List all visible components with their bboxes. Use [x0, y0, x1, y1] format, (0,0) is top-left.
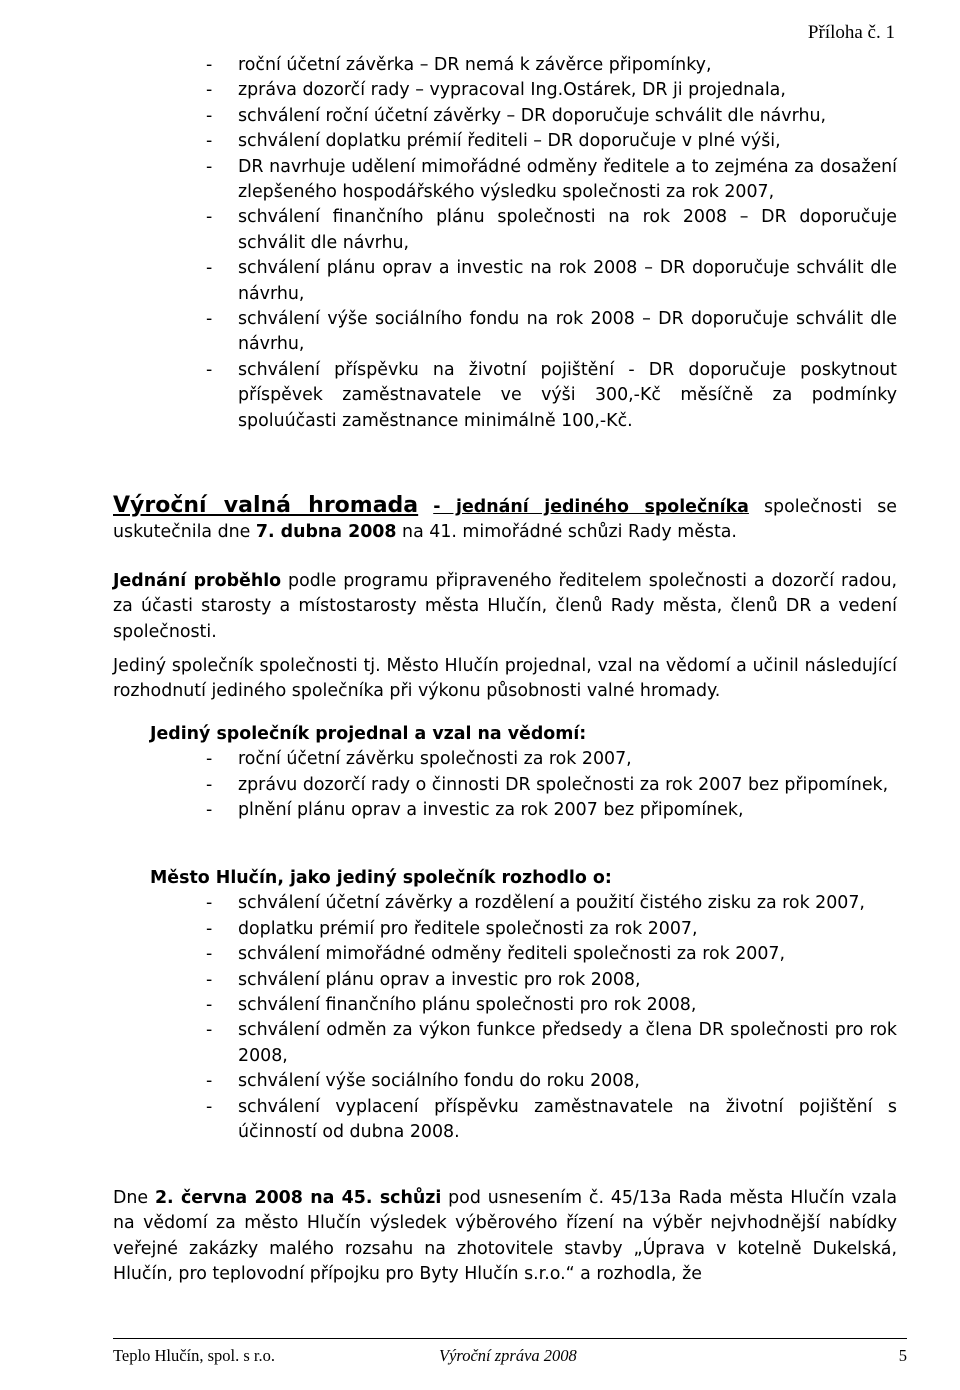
bullet-dash: - [206, 55, 213, 75]
june-paragraph: Dne 2. června 2008 na 45. schůzi pod usnesením č. 45/13a Rada města Hlučín vzala na vědomí za město Hlučín výsledek výběrového řízení na výběr nejvhodnější nabídky veřejné zakázky malého rozsahu na zhotovitele stavby „Úprava v kotelně Dukelská, Hlučín, pro teplovodní přípojku pro Byty Hlučín s.r.o.“ a rozhodla, že [113, 1188, 897, 1285]
bullet-dash: - [206, 893, 213, 914]
list-item: - schválení finančního plánu společnosti na rok 2008 – DR doporučuje schválit dle návrhu, [206, 207, 897, 253]
agm-date: 7. dubna 2008 [255, 522, 397, 543]
bullet-dash: - [206, 1020, 213, 1041]
list-item: - doplatku prémií pro ředitele společnosti za rok 2007, [113, 917, 897, 942]
list-item: - zprávu dozorčí rady o činnosti DR společnosti za rok 2007 bez připomínek, [113, 773, 897, 798]
june-date: 2. června 2008 na 45. schůzi [154, 1188, 442, 1208]
list-item: - schválení plánu oprav a investic pro rok 2008, [113, 968, 897, 993]
bullet-dash: - [206, 749, 213, 770]
bullet-dash: - [206, 1071, 213, 1092]
noted-list [113, 747, 897, 823]
bullet-dash: - [206, 969, 213, 990]
meeting-lead: Jednání proběhlo [113, 571, 282, 591]
meeting-text: podle programu připraveného ředitelem společnosti a dozorčí radou, za účasti starosty a místostarosty města Hlučín, členů Rady města, členů DR a vedení společnosti. [113, 571, 897, 642]
june-text: pod usnesením č. 45/13a Rada města Hlučín vzala na vědomí za město Hlučín výsledek výběrového řízení na výběr nejvhodnější nabídky veřejné zakázky malého rozsahu na zhotovitele stavby „Úprava v kotelně Dukelská, Hlučín, pro teplovodní přípojku pro Byty Hlučín s.r.o.“ a rozhodla, že [113, 1188, 897, 1285]
list-item: - schválení doplatku prémií řediteli – DR doporučuje v plné výši, [113, 129, 897, 154]
list-item: - plnění plánu oprav a investic za rok 2007 bez připomínek, [113, 798, 897, 823]
bullet-dash: - [206, 156, 213, 177]
appendix-label: Příloha č. 1 [807, 22, 895, 43]
bullet-dash: - [206, 918, 213, 939]
agm-subtitle: - jednání jediného společníka [433, 497, 749, 517]
bullet-dash: - [206, 774, 213, 795]
list-item: - schválení účetní závěrky a rozdělení a použití čistého zisku za rok 2007, [113, 891, 897, 916]
list-item: - schválení mimořádné odměny řediteli společnosti za rok 2007, [113, 942, 897, 967]
list-item: - zpráva dozorčí rady – vypracoval Ing.Ostárek, DR ji projednala, [113, 78, 897, 103]
list-item: - schválení odměn za výkon funkce předsedy a člena DR společnosti pro rok 2008, [206, 1020, 897, 1066]
agm-paragraph [113, 493, 897, 546]
bullet-dash: - [206, 258, 213, 279]
decided-section [113, 866, 897, 1145]
agm-title: Výroční valná hromada [113, 493, 419, 518]
list-item: - schválení finančního plánu společnosti pro rok 2008, [113, 993, 897, 1018]
bullet-dash: - [206, 800, 213, 821]
footer-company: Teplo Hlučín, spol. s r.o. [113, 1346, 276, 1365]
bullet-dash: - [206, 105, 213, 126]
bullet-dash: - [206, 995, 213, 1016]
agm-text-end: na 41. mimořádné schůzi Rady města. [396, 522, 737, 543]
list-item: - schválení roční účetní závěrky – DR doporučuje schválit dle návrhu, [113, 104, 897, 129]
list-item: - roční účetní závěrku společnosti za rok 2007, [113, 747, 897, 772]
decided-list [113, 891, 897, 1145]
footer-rule [113, 1338, 907, 1339]
list-item: - roční účetní závěrka – DR nemá k závěrce připomínky, [113, 53, 897, 78]
footer-page-number: 5 [898, 1346, 907, 1365]
top-list [113, 53, 897, 434]
list-item: - schválení vyplacení příspěvku zaměstnavatele na životní pojištění s účinností od dubna 2008. [206, 1096, 897, 1143]
agm-text: společnosti se uskutečnila dne [113, 497, 897, 543]
sole-partner-paragraph: Jediný společník společnosti tj. Město Hlučín projednal, vzal na vědomí a učinil následující rozhodnutí jediného společníka při výkonu působnosti valné hromady. [113, 656, 897, 702]
top-list-block [113, 53, 897, 434]
list-item: - DR navrhuje udělení mimořádné odměny ředitele a to zejména za dosažení zlepšeného hospodářského výsledku společnosti za rok 2007, [206, 156, 897, 203]
bullet-dash: - [206, 80, 213, 101]
meeting-paragraph [113, 569, 897, 645]
noted-section [113, 722, 897, 824]
list-item: - schválení příspěvku na životní pojištění - DR doporučuje poskytnout příspěvek zaměstnavatele ve výši 300,-Kč měsíčně za podmínky spoluúčasti zaměstnance minimálně 100,-Kč. [206, 359, 897, 431]
bullet-dash: - [206, 309, 213, 330]
list-item: - schválení plánu oprav a investic na rok 2008 – DR doporučuje schválit dle návrhu, [206, 258, 897, 304]
list-item: - schválení výše sociálního fondu na rok 2008 – DR doporučuje schválit dle návrhu, [206, 309, 897, 355]
bullet-dash: - [206, 1096, 213, 1117]
bullet-dash: - [206, 359, 213, 380]
bullet-dash: - [206, 131, 213, 152]
noted-heading: Jediný společník projednal a vzal na vědomí: [150, 724, 587, 744]
decided-heading: Město Hlučín, jako jediný společník rozhodlo o: [150, 868, 612, 888]
footer-report-title: Výroční zpráva 2008 [439, 1346, 577, 1365]
bullet-dash: - [206, 207, 213, 228]
list-item: - schválení výše sociálního fondu do roku 2008, [113, 1069, 897, 1094]
bullet-dash: - [206, 944, 213, 965]
